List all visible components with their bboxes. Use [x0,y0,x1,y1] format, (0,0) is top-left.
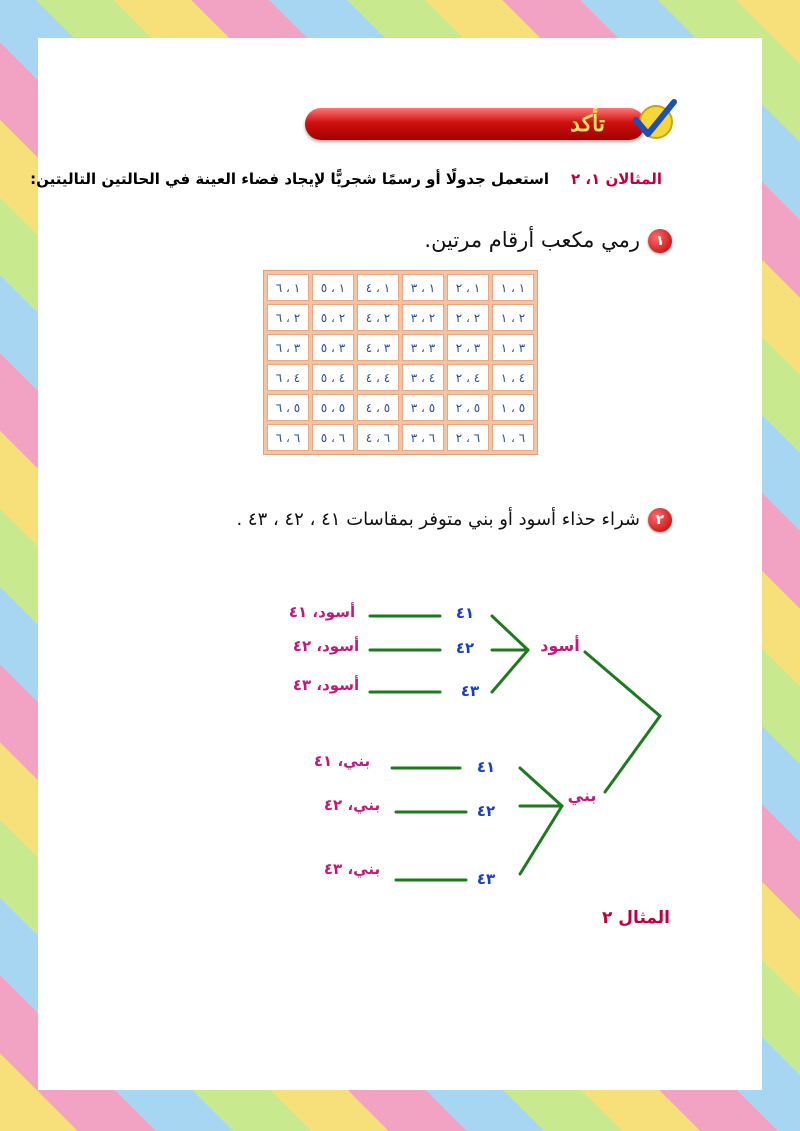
tree-size-label: ٤٢ [476,802,496,820]
table-cell: ٣ ، ٥ [312,334,354,361]
tree-outcome-label: أسود، ٤١ [288,603,356,621]
table-cell: ٤ ، ٥ [312,364,354,391]
table-cell: ٦ ، ٥ [312,424,354,451]
tree-size-label: ٤٢ [455,639,475,657]
table-cell: ٣ ، ٢ [447,334,489,361]
table-cell: ٦ ، ٦ [267,424,309,451]
tree-size-label: ٤١ [476,758,496,776]
example-2-ref: المثال ٢ [602,908,670,928]
question-1-text: رمي مكعب أرقام مرتين. [424,228,640,252]
table-cell: ٦ ، ٢ [447,424,489,451]
table-cell: ٥ ، ١ [492,394,534,421]
table-cell: ٢ ، ٢ [447,304,489,331]
table-cell: ٤ ، ١ [492,364,534,391]
tree-size-label: ٤٣ [460,682,480,700]
table-cell: ١ ، ٣ [402,274,444,301]
table-cell: ٦ ، ٤ [357,424,399,451]
table-cell: ٣ ، ٦ [267,334,309,361]
table-cell: ٦ ، ٣ [402,424,444,451]
table-cell: ٤ ، ٣ [402,364,444,391]
table-cell: ٢ ، ٦ [267,304,309,331]
table-cell: ١ ، ٥ [312,274,354,301]
table-cell: ٢ ، ٥ [312,304,354,331]
table-cell: ٥ ، ٥ [312,394,354,421]
table-cell: ٤ ، ٤ [357,364,399,391]
tree-branch-brown [605,716,660,792]
table-cell: ٥ ، ٢ [447,394,489,421]
tree-size-label: ٤١ [455,604,475,622]
question-2-number: ٢ [648,508,672,532]
table-cell: ١ ، ٦ [267,274,309,301]
tree-outcome-label: بني، ٤١ [313,752,371,770]
table-cell: ٢ ، ١ [492,304,534,331]
table-cell: ١ ، ١ [492,274,534,301]
table-cell: ١ ، ٢ [447,274,489,301]
instruction-text: استعمل جدولًا أو رسمًا شجريًّا لإيجاد فضاء العينة في الحالتين التاليتين: [30,170,549,188]
table-cell: ٣ ، ٤ [357,334,399,361]
table-cell: ٣ ، ٣ [402,334,444,361]
table-cell: ٣ ، ١ [492,334,534,361]
question-2-text: شراء حذاء أسود أو بني متوفر بمقاسات ٤١ ، ٤٢ ، ٤٣ . [236,509,640,530]
table-cell: ٦ ، ١ [492,424,534,451]
tree-branch-brown-size [520,768,562,806]
tree-outcome-label: بني، ٤٢ [323,796,381,814]
tree-branch-black [585,652,660,716]
table-cell: ٤ ، ٦ [267,364,309,391]
tree-branch-black-size [492,616,528,650]
table-cell: ٥ ، ٤ [357,394,399,421]
table-cell: ٥ ، ٣ [402,394,444,421]
table-cell: ٥ ، ٦ [267,394,309,421]
tree-branch-brown-size [520,806,562,874]
tree-node-black: أسود [540,636,580,655]
table-cell: ١ ، ٤ [357,274,399,301]
table-cell: ٢ ، ٤ [357,304,399,331]
tree-outcome-label: أسود، ٤٢ [292,637,360,655]
question-1-number: ١ [648,229,672,253]
tree-branch-black-size [492,650,528,692]
table-cell: ٤ ، ٢ [447,364,489,391]
table-cell: ٢ ، ٣ [402,304,444,331]
tree-outcome-label: بني، ٤٣ [323,860,381,878]
banner-title: تأكد [570,111,605,137]
examples-ref: المثالان ١، ٢ [570,170,662,188]
tree-size-label: ٤٣ [476,870,496,888]
tree-outcome-label: أسود، ٤٣ [292,676,360,694]
tree-node-brown: بني [567,786,597,805]
